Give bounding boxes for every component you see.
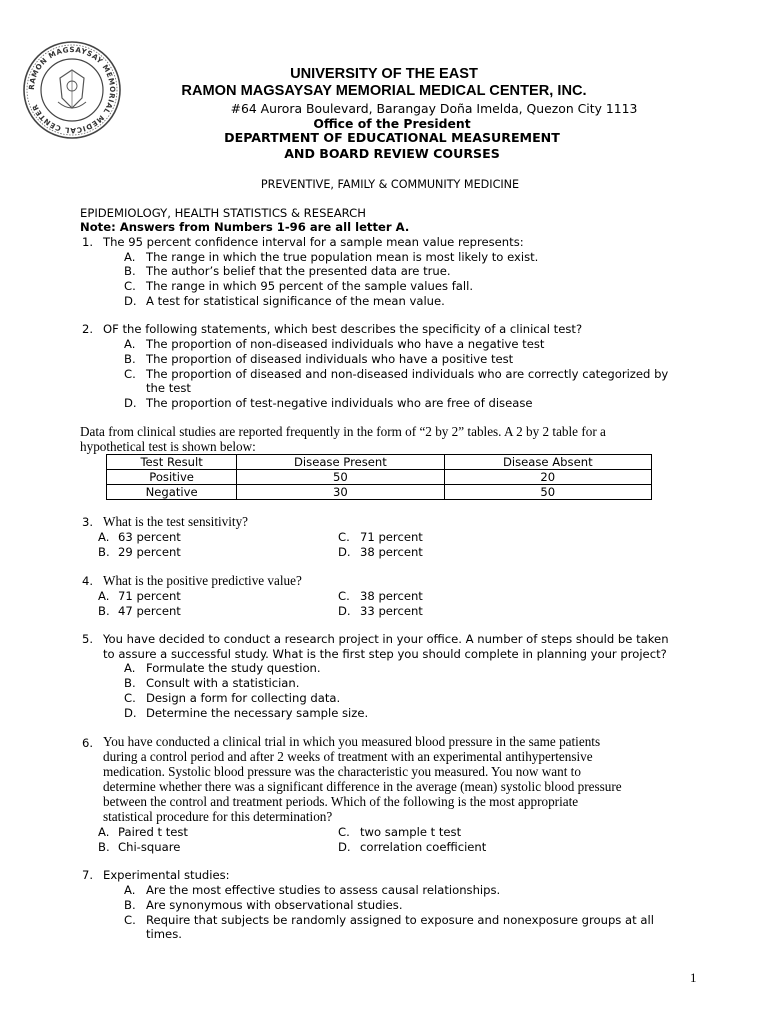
section-title: EPIDEMIOLOGY, HEALTH STATISTICS & RESEARCH	[80, 206, 366, 220]
answer-note: Note: Answers from Numbers 1-96 are all letter A.	[80, 220, 410, 234]
option-text: Design a form for collecting data.	[146, 691, 341, 705]
option-text: 63 percent	[118, 530, 181, 544]
table-row	[107, 485, 652, 500]
option-letter: A.	[124, 337, 136, 351]
table-cell: 50	[237, 470, 444, 485]
question-number: 7.	[82, 868, 94, 882]
option-letter: A.	[124, 883, 136, 897]
option-letter: D.	[124, 396, 137, 410]
option-letter: C.	[338, 530, 350, 544]
question-number: 4.	[82, 574, 94, 588]
option-letter: C.	[338, 589, 350, 603]
option-text-continued: times.	[146, 927, 182, 941]
option-letter: A.	[98, 825, 110, 839]
option-text: The author’s belief that the presented data are true.	[146, 264, 451, 278]
option-letter: D.	[338, 604, 351, 618]
question-number: 3.	[82, 515, 94, 529]
question-2-stem: OF the following statements, which best describes the specificity of a clinical test?	[103, 322, 583, 336]
option-text: Determine the necessary sample size.	[146, 706, 369, 720]
option-text: The range in which 95 percent of the sample values fall.	[146, 279, 474, 293]
table-cell: 20	[444, 470, 651, 485]
option-text: Are the most effective studies to assess causal relationships.	[146, 883, 501, 897]
option-text: A test for statistical significance of the mean value.	[146, 294, 445, 308]
option-letter: B.	[98, 604, 110, 618]
option-text: The proportion of diseased and non-diseased individuals who are correctly categorized by	[146, 367, 669, 381]
option-letter: C.	[124, 279, 136, 293]
question-4-stem: What is the positive predictive value?	[103, 573, 302, 588]
option-text: Are synonymous with observational studies.	[146, 898, 403, 912]
option-text: 71 percent	[118, 589, 181, 603]
question-number: 5.	[82, 632, 94, 646]
option-text: 38 percent	[360, 545, 423, 559]
question-1-stem: The 95 percent confidence interval for a sample mean value represents:	[103, 235, 524, 249]
two-by-two-table	[106, 454, 652, 500]
table-intro-line-2: hypothetical test is shown below:	[80, 439, 256, 454]
option-text: correlation coefficient	[360, 840, 487, 854]
option-letter: A.	[98, 530, 110, 544]
option-text-continued: the test	[146, 381, 191, 395]
option-letter: A.	[124, 250, 136, 264]
option-letter: C.	[124, 913, 136, 927]
option-text: 29 percent	[118, 545, 181, 559]
option-text: The proportion of diseased individuals who have a positive test	[146, 352, 514, 366]
option-letter: D.	[124, 706, 137, 720]
option-text: The proportion of test-negative individuals who are free of disease	[146, 396, 533, 410]
page-number: 1	[690, 970, 697, 985]
option-letter: D.	[338, 545, 351, 559]
subject-title: PREVENTIVE, FAMILY & COMMUNITY MEDICINE	[260, 178, 520, 191]
option-letter: D.	[338, 840, 351, 854]
question-number: 2.	[82, 322, 94, 336]
option-letter: B.	[98, 545, 110, 559]
table-cell: Negative	[107, 485, 237, 500]
table-cell: 30	[237, 485, 444, 500]
option-letter: A.	[98, 589, 110, 603]
table-intro-line-1: Data from clinical studies are reported frequently in the form of “2 by 2” tables. A 2 by 2 table for a	[80, 424, 606, 439]
table-cell: Positive	[107, 470, 237, 485]
option-letter: B.	[124, 676, 136, 690]
option-letter: B.	[124, 264, 136, 278]
table-header-row	[107, 455, 652, 470]
question-5-stem-line-2: to assure a successful study. What is the first step you should complete in planning your project?	[103, 647, 667, 661]
option-text: Require that subjects be randomly assigned to exposure and nonexposure groups at all	[146, 913, 654, 927]
option-letter: B.	[98, 840, 110, 854]
option-text: Formulate the study question.	[146, 661, 321, 675]
table-header-cell: Disease Present	[237, 455, 444, 470]
option-text: The proportion of non-diseased individuals who have a negative test	[146, 337, 545, 351]
table-header-cell: Disease Absent	[444, 455, 651, 470]
question-7-stem: Experimental studies:	[103, 868, 230, 882]
address: #64 Aurora Boulevard, Barangay Doña Imelda, Quezon City 1113	[230, 101, 638, 116]
option-letter: A.	[124, 661, 136, 675]
option-text: 47 percent	[118, 604, 181, 618]
question-6-stem-line: during a control period and after 2 weeks of treatment with an experimental antihypertensive	[103, 749, 593, 764]
question-6-stem-line: You have conducted a clinical trial in which you measured blood pressure in the same patients	[103, 734, 601, 749]
question-number: 6.	[82, 736, 94, 750]
question-number: 1.	[82, 235, 94, 249]
option-text: two sample t test	[360, 825, 462, 839]
option-text: 71 percent	[360, 530, 423, 544]
option-text: Consult with a statistician.	[146, 676, 300, 690]
department-line-1: DEPARTMENT OF EDUCATIONAL MEASUREMENT	[224, 130, 560, 145]
option-text: 33 percent	[360, 604, 423, 618]
question-6-stem-line: statistical procedure for this determination?	[103, 809, 333, 824]
option-letter: B.	[124, 352, 136, 366]
option-letter: D.	[124, 294, 137, 308]
office-title: Office of the President	[313, 116, 471, 131]
center-name: RAMON MAGSAYSAY MEMORIAL MEDICAL CENTER, INC.	[181, 83, 587, 99]
option-letter: C.	[124, 691, 136, 705]
option-text: Paired t test	[118, 825, 188, 839]
question-6-stem-line: between the control and treatment periods. Which of the following is the most appropriate	[103, 794, 579, 809]
question-3-stem: What is the test sensitivity?	[103, 514, 249, 529]
question-6-stem-line: medication. Systolic blood pressure was the characteristic you measured. You now want to	[103, 764, 581, 779]
department-line-2: AND BOARD REVIEW COURSES	[284, 146, 500, 161]
question-5-stem-line-1: You have decided to conduct a research project in your office. A number of steps should be taken	[103, 632, 669, 646]
question-6-stem-line: determine whether there was a significant difference in the average (mean) systolic blood pressure	[103, 779, 622, 794]
svg-text:RAMON MAGSAYSAY MEMORIAL MEDIC: RAMON MAGSAYSAY MEMORIAL MEDICAL CENTER	[26, 44, 118, 136]
university-name: UNIVERSITY OF THE EAST	[290, 66, 478, 82]
option-letter: B.	[124, 898, 136, 912]
option-text: The range in which the true population mean is most likely to exist.	[146, 250, 539, 264]
option-text: 38 percent	[360, 589, 423, 603]
table-row	[107, 470, 652, 485]
option-letter: C.	[338, 825, 350, 839]
option-letter: C.	[124, 367, 136, 381]
option-text: Chi-square	[118, 840, 181, 854]
table-cell: 50	[444, 485, 651, 500]
table-header-cell: Test Result	[107, 455, 237, 470]
